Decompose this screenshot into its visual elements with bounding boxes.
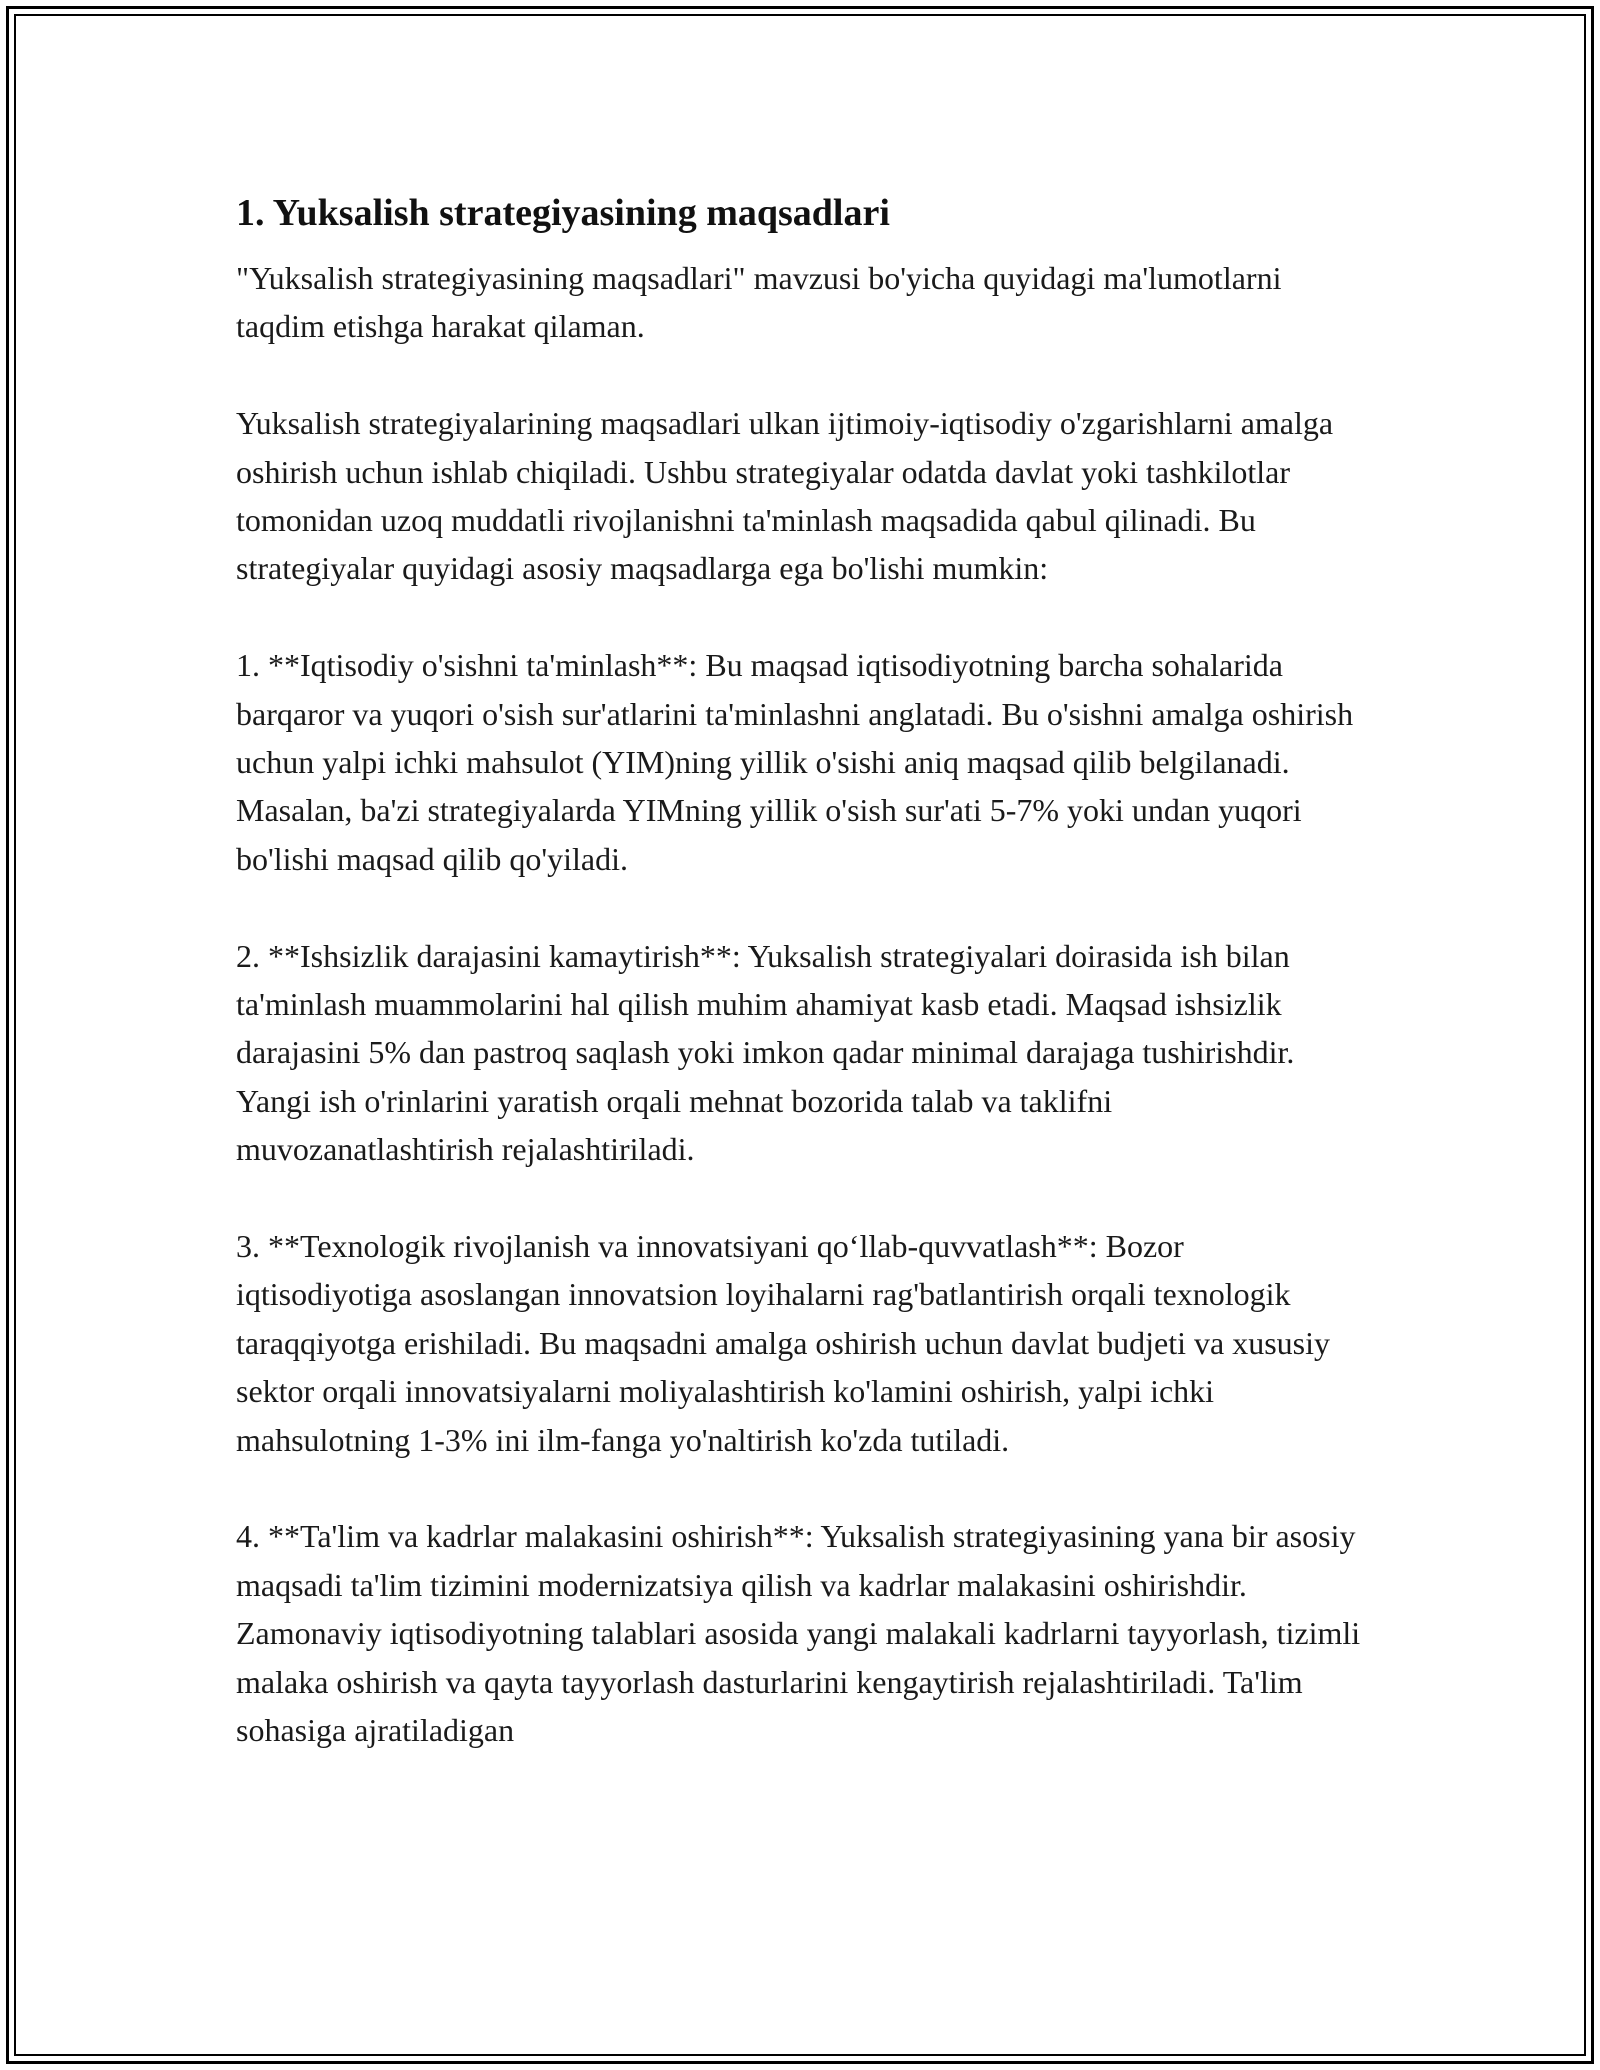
goal-item-4: 4. **Ta'lim va kadrlar malakasini oshirish**: Yuksalish strategiyasining yana bir asosiy maqsadi ta'lim tizimini modernizatsiya qilish va kadrlar malakasini oshirishdir. Zamonaviy iqtisodiyotning talablari asosida yangi malakali kadrlarni tayyorlash, tizimli malaka oshirish va qayta tayyorlash dasturlarini kengaytirish rejalashtiriladi. Ta'lim sohasiga ajratiladigan	[236, 1518, 1361, 1749]
goal-item-1: 1. **Iqtisodiy o'sishni ta'minlash**: Bu maqsad iqtisodiyotning barcha sohalarida barqaror va yuqori o'sish sur'atlarini ta'minlashni anglatadi. Bu o'sishni amalga oshirish uchun yalpi ichki mahsulot (YIM)ning yillik o'sishi aniq maqsad qilib belgilanadi. Masalan, ba'zi strategiyalarda YIMning yillik o'sish sur'ati 5-7% yoki undan yuqori bo'lishi maqsad qilib qo'yiladi.	[236, 647, 1354, 877]
overview-paragraph: Yuksalish strategiyalarining maqsadlari ulkan ijtimoiy-iqtisodiy o'zgarishlarni amalga oshirish uchun ishlab chiqiladi. Ushbu strategiyalar odatda davlat yoki tashkilotlar tomonidan uzoq muddatli rivojlanishni ta'minlash maqsadida qabul qilinadi. Bu strategiyalar quyidagi asosiy maqsadlarga ega bo'lishi mumkin:	[236, 405, 1334, 587]
document-title: 1. Yuksalish strategiyasining maqsadlari	[236, 192, 890, 234]
intro-paragraph: "Yuksalish strategiyasining maqsadlari" mavzusi bo'yicha quyidagi ma'lumotlarni taqdim etishga harakat qilaman.	[236, 260, 1282, 345]
goal-item-3: 3. **Texnologik rivojlanish va innovatsiyani qo‘llab-quvvatlash**: Bozor iqtisodiyotiga asoslangan innovatsion loyihalarni rag'batlantirish orqali texnologik taraqqiyotga erishiladi. Bu maqsadni amalga oshirish uchun davlat budjeti va xususiy sektor orqali innovatsiyalarni moliyalashtirish ko'lamini oshirish, yalpi ichki mahsulotning 1-3% ini ilm-fanga yo'naltirish ko'zda tutiladi.	[236, 1228, 1330, 1458]
goal-item-2: 2. **Ishsizlik darajasini kamaytirish**: Yuksalish strategiyalari doirasida ish bilan ta'minlash muammolarini hal qilish muhim ahamiyat kasb etadi. Maqsad ishsizlik darajasini 5% dan pastroq saqlash yoki imkon qadar minimal darajaga tushirishdir. Yangi ish o'rinlarini yaratish orqali mehnat bozorida talab va taklifni muvozanatlashtirish rejalashtiriladi.	[236, 937, 1295, 1168]
document-body	[236, 186, 1366, 1755]
